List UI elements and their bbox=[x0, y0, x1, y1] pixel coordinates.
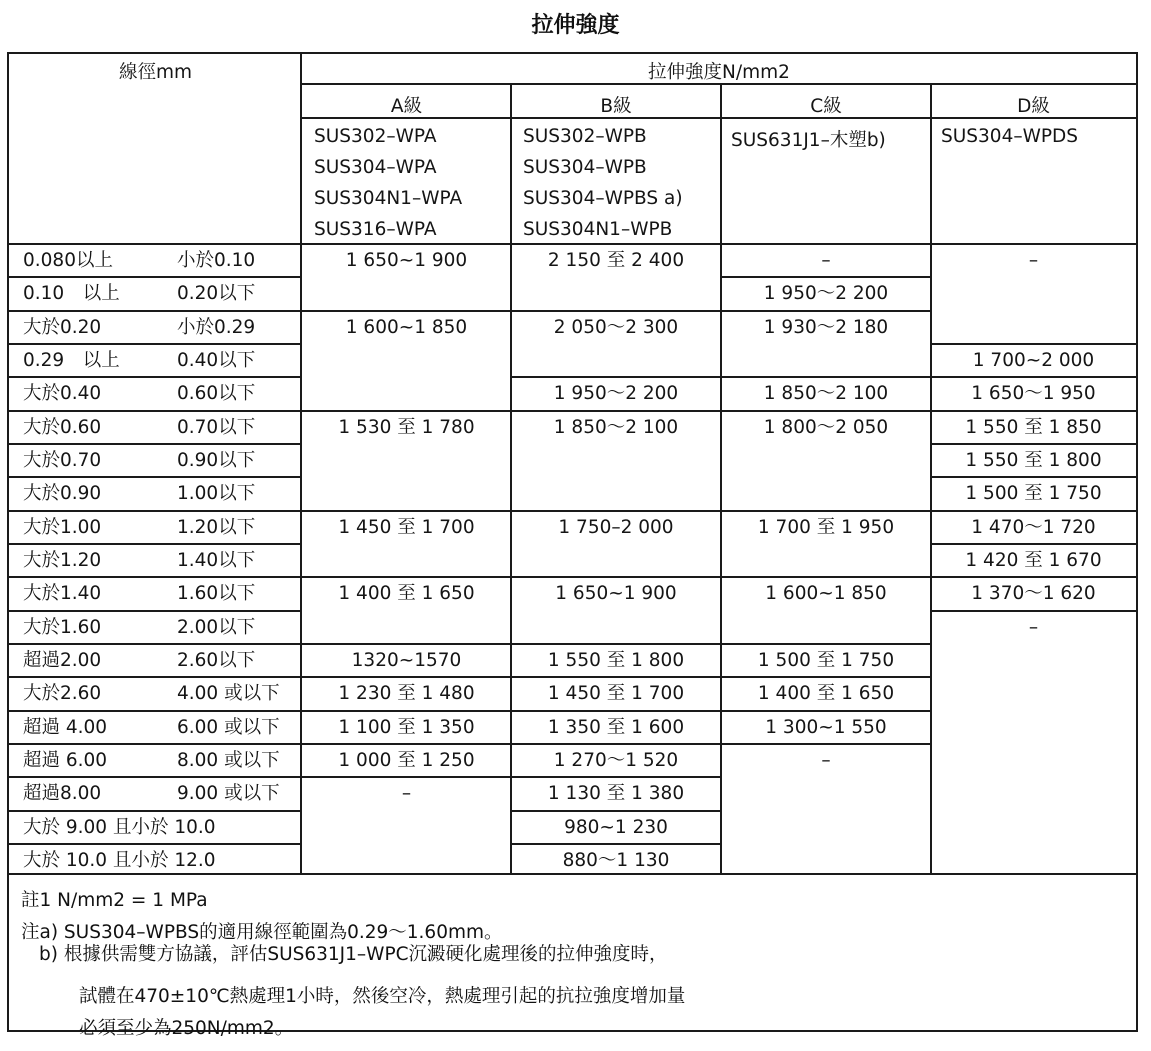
grade-d-value: 1 550 至 1 850 bbox=[965, 417, 1102, 438]
grade-a-value: – bbox=[401, 783, 412, 804]
material-item: SUS304–WPB bbox=[523, 157, 647, 178]
material-item: SUS304N1–WPA bbox=[314, 188, 463, 209]
diameter-to: 1.00以下 bbox=[177, 483, 256, 504]
diameter-to: 1.20以下 bbox=[177, 517, 256, 538]
note-unit: 註1 N/mm2 = 1 MPa bbox=[21, 890, 208, 911]
diameter-from: 超過2.00 bbox=[23, 650, 102, 671]
grade-a-value: 1320~1570 bbox=[351, 650, 462, 671]
grade-c-value: – bbox=[821, 750, 831, 771]
grade-c-value: 1 930～2 180 bbox=[763, 317, 889, 338]
grade-a-value: 1 230 至 1 480 bbox=[338, 683, 475, 704]
diameter-from: 0.29 以上 bbox=[23, 350, 120, 371]
diameter-to: 0.20以下 bbox=[177, 283, 256, 304]
grade-c-value: 1 600~1 850 bbox=[765, 583, 887, 604]
diameter-from: 大於1.00 bbox=[23, 517, 102, 538]
grade-b-value: 1 130 至 1 380 bbox=[547, 783, 685, 804]
grade-b-value: 880～1 130 bbox=[562, 850, 670, 871]
grade-b-value: 1 850～2 100 bbox=[553, 417, 679, 438]
diameter-range: 大於 10.0 且小於 12.0 bbox=[23, 850, 216, 871]
grade-b-value: 1 350 至 1 600 bbox=[547, 717, 685, 738]
grade-b-value: 1 650~1 900 bbox=[555, 583, 677, 604]
grade-b-value: 1 450 至 1 700 bbox=[547, 683, 685, 704]
grade-b-value: 1 270～1 520 bbox=[553, 750, 679, 771]
grade-b-label: B級 bbox=[600, 96, 632, 117]
diameter-to: 9.00 或以下 bbox=[177, 783, 280, 804]
diameter-to: 0.40以下 bbox=[177, 350, 256, 371]
note-b: b) 根據供需雙方協議，評估SUS631J1–WPC沉澱硬化處理後的拉伸強度時， bbox=[39, 944, 668, 965]
grade-d-value: 1 700~2 000 bbox=[972, 350, 1095, 371]
grade-c-value: 1 500 至 1 750 bbox=[757, 650, 895, 671]
grade-c-value: 1 800～2 050 bbox=[763, 417, 889, 438]
grade-a-value: 1 000 至 1 250 bbox=[338, 750, 475, 771]
diameter-from: 超過8.00 bbox=[23, 783, 102, 804]
diameter-to: 2.60以下 bbox=[177, 650, 256, 671]
diameter-from: 大於1.40 bbox=[23, 583, 102, 604]
grade-a-value: 1 400 至 1 650 bbox=[338, 583, 475, 604]
material-item: SUS304N1–WPB bbox=[523, 219, 673, 240]
diameter-from: 大於1.60 bbox=[23, 617, 102, 638]
grid-line bbox=[302, 117, 1136, 119]
material-item: SUS631J1–木塑b) bbox=[731, 130, 886, 151]
diameter-from: 大於2.60 bbox=[23, 683, 102, 704]
diameter-from: 0.080以上 bbox=[23, 250, 113, 271]
diameter-to: 1.40以下 bbox=[177, 550, 256, 571]
diameter-from: 大於0.70 bbox=[23, 450, 102, 471]
grade-d-value: 1 500 至 1 750 bbox=[965, 483, 1102, 504]
header-strength: 拉伸強度N/mm2 bbox=[648, 62, 790, 83]
diameter-from: 0.10 以上 bbox=[23, 283, 120, 304]
diameter-from: 大於0.40 bbox=[23, 383, 102, 404]
grade-b-value: 1 950～2 200 bbox=[553, 383, 679, 404]
diameter-to: 6.00 或以下 bbox=[177, 717, 280, 738]
grade-a-value: 1 650~1 900 bbox=[345, 250, 468, 271]
diameter-from: 大於0.20 bbox=[23, 317, 102, 338]
grade-c-value: 1 850～2 100 bbox=[763, 383, 889, 404]
diameter-from: 超過 4.00 bbox=[23, 717, 108, 738]
diameter-to: 0.90以下 bbox=[177, 450, 256, 471]
material-item: SUS302–WPA bbox=[314, 126, 437, 147]
grade-b-value: 1 550 至 1 800 bbox=[547, 650, 685, 671]
note-a: 注a) SUS304–WPBS的適用線徑範圍為0.29～1.60mm。 bbox=[21, 922, 503, 943]
tensile-strength-table bbox=[7, 52, 1138, 1039]
grade-b-materials bbox=[523, 126, 718, 242]
grade-c-value: 1 300~1 550 bbox=[765, 717, 887, 738]
grade-a-materials bbox=[314, 126, 509, 242]
grade-a-value: 1 530 至 1 780 bbox=[338, 417, 475, 438]
grade-d-label: D級 bbox=[1017, 96, 1050, 117]
diameter-from: 大於1.20 bbox=[23, 550, 102, 571]
grade-d-value: – bbox=[1028, 617, 1039, 638]
diameter-to: 小於0.10 bbox=[177, 250, 256, 271]
diameter-from: 大於0.60 bbox=[23, 417, 102, 438]
grade-d-value: 1 420 至 1 670 bbox=[965, 550, 1102, 571]
grade-b-value: 2 150 至 2 400 bbox=[547, 250, 685, 271]
material-item: SUS304–WPBS a) bbox=[523, 188, 683, 209]
diameter-to: 小於0.29 bbox=[177, 317, 256, 338]
grade-c-value: 1 950～2 200 bbox=[763, 283, 889, 304]
grade-a-value: 1 450 至 1 700 bbox=[338, 517, 475, 538]
grade-d-value: 1 650～1 950 bbox=[971, 383, 1096, 404]
grade-c-value: 1 700 至 1 950 bbox=[757, 517, 895, 538]
material-item: SUS304–WPA bbox=[314, 157, 437, 178]
header-diameter: 線徑mm bbox=[118, 62, 193, 83]
grade-a-value: 1 100 至 1 350 bbox=[338, 717, 475, 738]
note-b-line2: 試體在470±10℃熱處理1小時，然後空冷，熱處理引起的抗拉強度增加量 bbox=[79, 986, 686, 1007]
grade-b-value: 980~1 230 bbox=[564, 817, 668, 838]
diameter-to: 8.00 或以下 bbox=[177, 750, 280, 771]
note-b-line3: 必須至少為250N/mm2。 bbox=[79, 1018, 294, 1039]
grade-a-label: A級 bbox=[390, 96, 423, 117]
grade-c-value: 1 400 至 1 650 bbox=[757, 683, 895, 704]
diameter-to: 0.70以下 bbox=[177, 417, 256, 438]
grid-line bbox=[302, 83, 1136, 85]
grade-a-value: 1 600~1 850 bbox=[345, 317, 468, 338]
diameter-range: 大於 9.00 且小於 10.0 bbox=[23, 817, 216, 838]
grade-d-value: 1 470～1 720 bbox=[971, 517, 1096, 538]
grade-d-value: 1 550 至 1 800 bbox=[965, 450, 1102, 471]
grade-d-value: – bbox=[1028, 250, 1039, 271]
diameter-from: 超過 6.00 bbox=[23, 750, 108, 771]
material-item: SUS304–WPDS bbox=[941, 126, 1079, 147]
diameter-to: 4.00 或以下 bbox=[177, 683, 280, 704]
diameter-to: 0.60以下 bbox=[177, 383, 256, 404]
material-item: SUS316–WPA bbox=[314, 219, 437, 240]
grade-c-value: – bbox=[821, 250, 831, 271]
page-title: 拉伸強度 bbox=[531, 13, 620, 38]
material-item: SUS302–WPB bbox=[523, 126, 647, 147]
diameter-to: 1.60以下 bbox=[177, 583, 256, 604]
diameter-from: 大於0.90 bbox=[23, 483, 102, 504]
diameter-to: 2.00以下 bbox=[177, 617, 256, 638]
grade-c-label: C級 bbox=[810, 96, 842, 117]
grade-b-value: 1 750–2 000 bbox=[558, 517, 674, 538]
grade-b-value: 2 050～2 300 bbox=[553, 317, 679, 338]
grade-d-value: 1 370～1 620 bbox=[971, 583, 1096, 604]
